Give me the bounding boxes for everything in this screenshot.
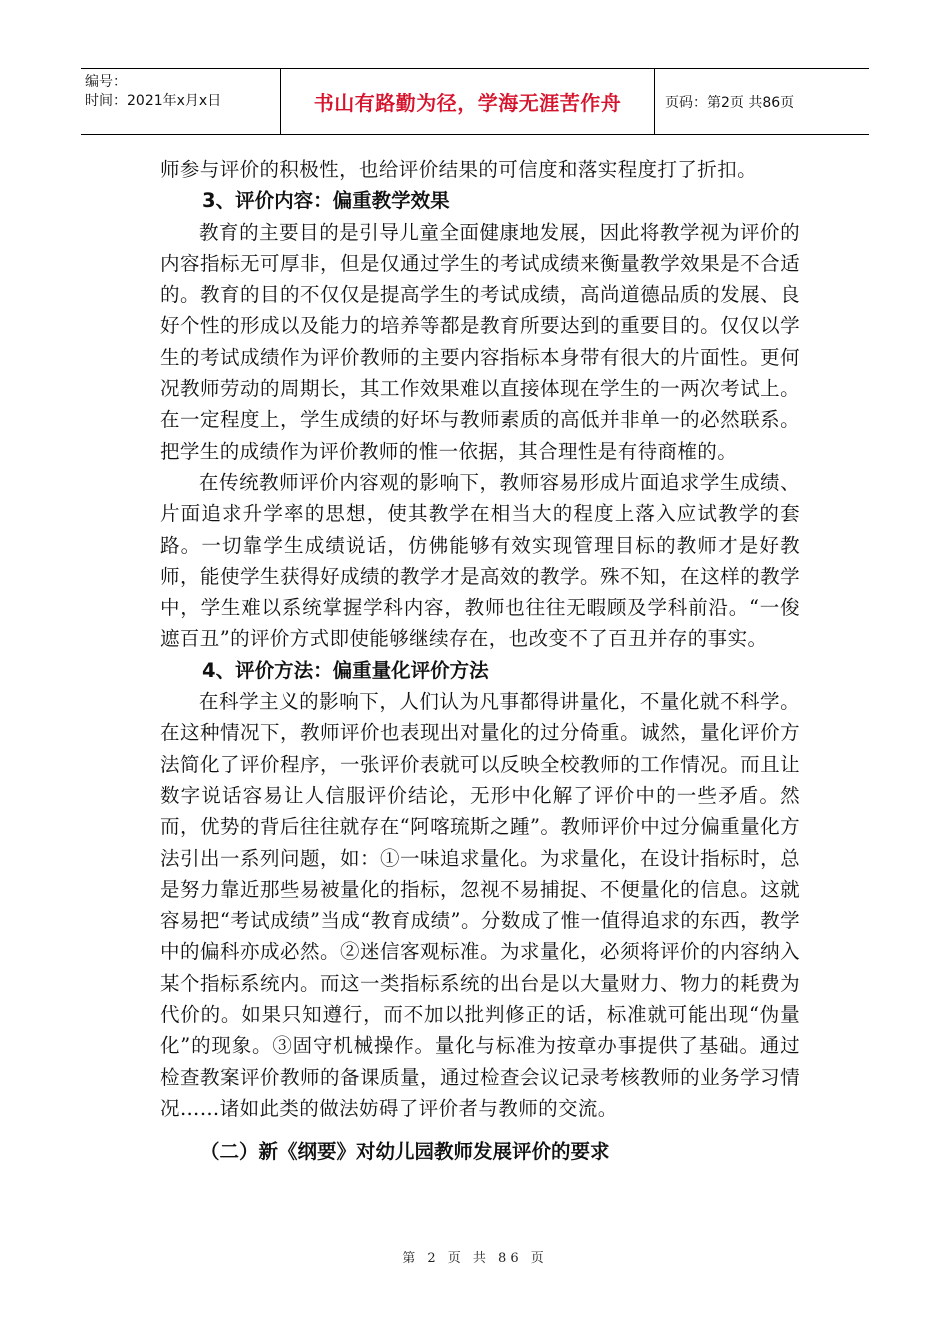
page-footer: 第 2 页 共 86 页	[402, 1251, 548, 1266]
page-info: 页码：第2页 共86页	[665, 94, 795, 111]
paragraph-continued: 师参与评价的积极性，也给评价结果的可信度和落实程度打了折扣。	[160, 158, 758, 181]
paragraph: 教育的主要目的是引导儿童全面健康地发展，因此将教学视为评价的内容指标无可厚非，但是仅通过学生的考试成绩来衡量教学效果是不合适的。教育的目的不仅仅是提高学生的考试成绩，高尚道德品质的发展、良好个性的形成以及能力的培养等都是教育所要达到的重要目的。仅仅以学生的考试成绩作为评价教师的主要内容指标本身带有很大的片面性。更何况教师劳动的周期长，其工作效果难以直接体现在学生的一两次考试上。在一定程度上，学生成绩的好坏与教师素质的高低并非单一的必然联系。把学生的成绩作为评价教师的惟一依据，其合理性是有待商榷的。	[160, 220, 800, 463]
paragraph: 在科学主义的影响下，人们认为凡事都得讲量化，不量化就不科学。在这种情况下，教师评价也表现出对量化的过分倚重。诚然，量化评价方法简化了评价程序，一张评价表就可以反映全校教师的工作情况。而且让数字说话容易让人信服评价结论，无形中化解了评价中的一些矛盾。然而，优势的背后往往就存在“阿喀琉斯之踵”。教师评价中过分偏重量化方法引出一系列问题，如：①一味追求量化。为求量化，在设计指标时，总是努力靠近那些易被量化的指标，忽视不易捕捉、不便量化的信息。这就容易把“考试成绩”当成“教育成绩”。分数成了惟一值得追求的东西，教学中的偏科亦成必然。②迷信客观标准。为求量化，必须将评价的内容纳入某个指标系统内。而这一类指标系统的出台是以大量财力、物力的耗费为代价的。如果只知遵行，而不加以批判修正的话，标准就可能出现“伪量化”的现象。③固守机械操作。量化与标准为按章办事提供了基础。通过检查教案评价教师的备课质量，通过检查会议记录考核教师的业务学习情况……诸如此类的做法妨碍了评价者与教师的交流。	[160, 690, 800, 1120]
motto: 书山有路勤为径，学海无涯苦作舟	[280, 69, 655, 134]
section-heading-4: 4、评价方法：偏重量化评价方法	[202, 658, 489, 682]
page-header	[81, 68, 869, 135]
header-meta	[81, 69, 280, 134]
number-label: 编号：	[85, 74, 127, 90]
document-body	[160, 154, 800, 1168]
subsection-heading: （二）新《纲要》对幼儿园教师发展评价的要求	[200, 1140, 610, 1164]
date-line: 时间：2021年x月x日	[85, 93, 222, 109]
paragraph: 在传统教师评价内容观的影响下，教师容易形成片面追求学生成绩、片面追求升学率的思想，使其教学在相当大的程度上落入应试教学的套路。一切靠学生成绩说话，仿佛能够有效实现管理目标的教师才是好教师，能使学生获得好成绩的教学才是高效的教学。殊不知，在这样的教学中，学生难以系统掌握学科内容，教师也往往无暇顾及学科前沿。“一俊遮百丑”的评价方式即使能够继续存在，也改变不了百丑并存的事实。	[160, 470, 800, 651]
section-heading-3: 3、评价内容：偏重教学效果	[202, 189, 450, 213]
